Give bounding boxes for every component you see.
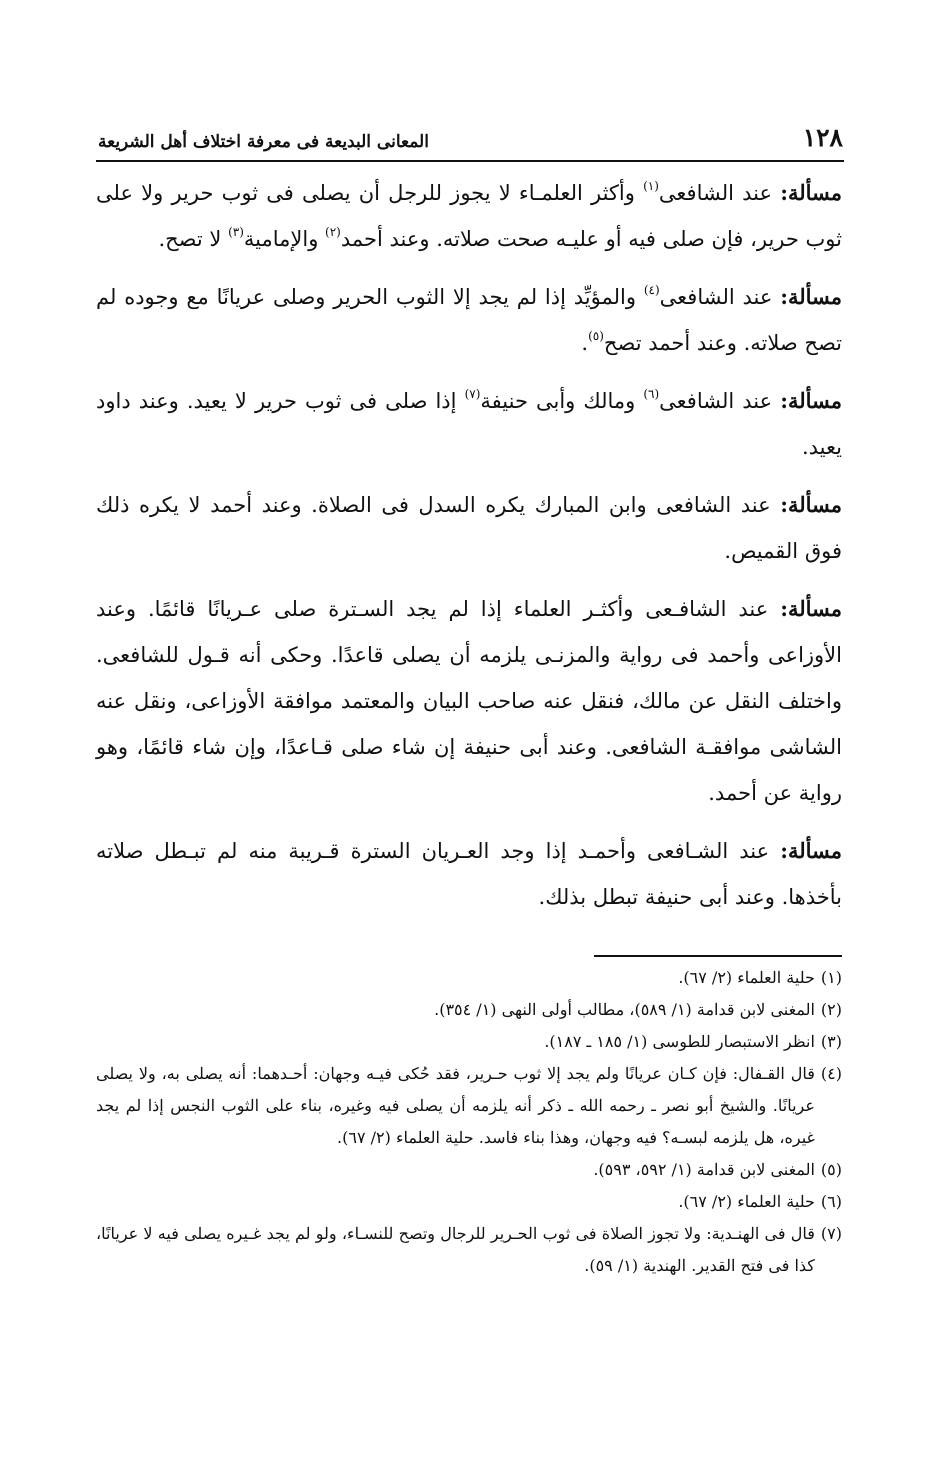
paragraph-text: عند الشافعى	[659, 285, 781, 309]
paragraph-text: عند الشافـعى وأكثـر العلماء إذا لم يجد السـترة صلى عـريانًا قائمًا. وعند الأوزاعى وأحمد فى رواية والمزنـى يلزمه أن يصلى قاعدًا. وحكى أنه قـول للشافعى. واختلف النقل عن مالك، فنقل عنه صاحب البيان والمعتمد موافقة الأوزاعى، ونقل عنه الشاشى موافقـة الشافعى. وعند أبى حنيفة إن شاء صلى قـاعدًا، وإن شاء قائمًا، وهو رواية عن أحمد.	[96, 597, 842, 805]
footnote-reference: (٣)	[228, 225, 244, 239]
paragraph-text: .	[581, 331, 589, 355]
issue-label: مسألة:	[780, 388, 843, 413]
footnote	[96, 1058, 842, 1154]
footnote-reference: (٦)	[643, 387, 660, 401]
issue-paragraph	[96, 586, 842, 816]
footnote-number: (٣)	[820, 1032, 842, 1051]
paragraph-text: عند الشافعى وابن المبارك يكره السدل فى الصلاة. وعند أحمد لا يكره ذلك فوق القميص.	[96, 493, 842, 563]
issue-paragraph	[96, 274, 842, 366]
footnote	[96, 1154, 842, 1186]
running-title: المعانى البديعة فى معرفة اختلاف أهل الشريعة	[98, 132, 429, 152]
footnote-text: المغنى لابن قدامة (١/ ٥٩٢، ٥٩٣).	[593, 1160, 815, 1179]
issue-label: مسألة:	[780, 492, 842, 517]
footnote-text: حلية العلماء (٢/ ٦٧).	[678, 1192, 815, 1211]
footnote-text: انظر الاستبصار للطوسى (١/ ١٨٥ ـ ١٨٧).	[544, 1032, 815, 1051]
paragraph-text: لا تصح.	[158, 227, 229, 251]
paragraph-text: والمؤيِّد إذا لم يجد إلا الثوب الحرير وصلى عريانًا مع وجوده لم تصح صلاته. وعند أحمد تصح	[96, 285, 842, 355]
footnote-number: (٥)	[820, 1160, 842, 1179]
paragraph-text: وأكثر العلمـاء لا يجوز للرجل أن يصلى فى ثوب حرير ولا على ثوب حرير، فإن صلى فيه أو عليـه صحت صلاته. وعند أحمد	[96, 181, 842, 251]
issue-paragraph	[96, 170, 842, 262]
footnote-reference: (١)	[643, 179, 659, 193]
footnote-separator	[594, 955, 842, 957]
footnote	[96, 1026, 842, 1058]
page-number: ١٢٨	[802, 123, 843, 152]
issue-label: مسألة:	[780, 284, 842, 309]
footnotes	[96, 962, 842, 1282]
footnote-text: حلية العلماء (٢/ ٦٧).	[678, 968, 815, 987]
footnote	[96, 1218, 842, 1282]
paragraph-text: عند الشافعى	[659, 389, 781, 413]
paragraph-text: والإمامية	[243, 227, 326, 251]
footnote-number: (١)	[820, 968, 842, 987]
footnote-number: (٦)	[820, 1192, 842, 1211]
issue-paragraph	[96, 482, 842, 574]
issue-paragraph	[96, 828, 842, 920]
footnote-number: (٢)	[820, 1000, 842, 1019]
page-header	[98, 112, 843, 152]
main-text	[96, 170, 842, 932]
footnote-text: قال القـفال: فإن كـان عريانًا ولم يجد إلا ثوب حـرير، فقد حُكى فيـه وجهان: أحـدهما: أنه يصلى به، ولا يصلى عريانًا. والشيخ أبو نصر ـ رحمه الله ـ ذكر أنه يلزمه أن يصلى فيه وغيره، بناء على الثوب النجس إذا لم يجد غيره، هل يلزمه لبسـه؟ فيه وجهان، وهذا بناء فاسد. حلية العلماء (٢/ ٦٧).	[96, 1064, 815, 1147]
paragraph-text: عند الشافعى	[658, 181, 781, 205]
paragraph-text: عند الشـافعى وأحمـد إذا وجد العـريان السترة قـريبة منه لم تبـطل صلاته بأخذها. وعند أبى حنيفة تبطل بذلك.	[96, 839, 842, 909]
footnote	[96, 962, 842, 994]
footnote-reference: (٤)	[643, 283, 660, 297]
footnote-reference: (٥)	[588, 329, 604, 343]
footnote-reference: (٧)	[464, 387, 481, 401]
paragraph-text: إذا صلى فى ثوب حرير لا يعيد. وعند داود يعيد.	[96, 389, 842, 459]
issue-label: مسألة:	[780, 180, 843, 205]
header-rule	[96, 160, 844, 162]
paragraph-text: ومالك وأبى حنيفة	[480, 389, 644, 413]
footnote	[96, 994, 842, 1026]
footnote-text: المغنى لابن قدامة (١/ ٥٨٩)، مطالب أولى النهى (١/ ٣٥٤).	[434, 1000, 815, 1019]
footnote-text: قال فى الهنـدية: ولا تجوز الصلاة فى ثوب الحـرير للرجال وتصح للنسـاء، ولو لم يجد غـيره يصلى فيه لا عريانًا، كذا فى فتح القدير. الهندية (١/ ٥٩).	[96, 1224, 815, 1275]
issue-paragraph	[96, 378, 842, 470]
issue-label: مسألة:	[780, 596, 842, 621]
footnote	[96, 1186, 842, 1218]
footnote-number: (٤)	[820, 1064, 842, 1083]
footnote-reference: (٢)	[325, 225, 341, 239]
issue-label: مسألة:	[780, 838, 842, 863]
footnote-number: (٧)	[820, 1224, 842, 1243]
